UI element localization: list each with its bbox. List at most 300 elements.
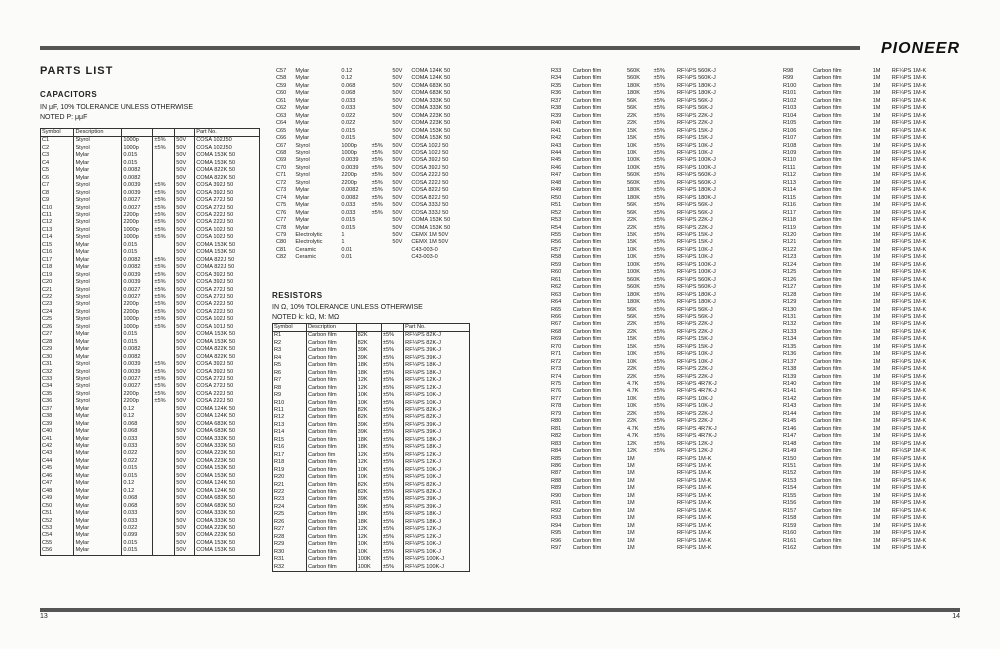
table-cell: C59 xyxy=(276,82,287,89)
table-cell: 18K xyxy=(356,511,381,518)
table-cell: R146 xyxy=(783,425,797,432)
table-cell: ±5% xyxy=(653,366,665,373)
table-cell: ±5% xyxy=(653,142,665,149)
table-cell: Carbon film xyxy=(812,284,842,291)
table-cell: RF¼PS 10K-J xyxy=(404,549,470,556)
table-cell: 50V xyxy=(392,194,403,201)
table-row xyxy=(550,202,750,209)
table-cell: R142 xyxy=(783,395,797,402)
table-cell: R41 xyxy=(551,127,562,134)
table-cell: 4.7K xyxy=(626,425,639,432)
table-cell: 0.0039 xyxy=(122,361,153,368)
table-cell: COSA 222J 50 xyxy=(195,391,260,398)
table-cell: 4.7K xyxy=(626,433,639,440)
table-row xyxy=(550,128,750,135)
table-row xyxy=(550,284,750,291)
table-cell: 50V xyxy=(175,413,195,420)
table-cell: R17 xyxy=(273,452,307,459)
table-row xyxy=(41,525,260,532)
table-cell: Styrol xyxy=(74,190,122,197)
table-cell xyxy=(653,493,676,500)
table-cell: R77 xyxy=(551,395,562,402)
table-cell: 50V xyxy=(175,510,195,517)
table-row xyxy=(550,195,750,202)
table-row xyxy=(550,344,750,351)
table-cell: 50V xyxy=(175,525,195,532)
table-cell: Mylar xyxy=(295,217,310,224)
table-cell: COSA 102J 50 xyxy=(195,316,260,323)
table-cell: Carbon film xyxy=(572,291,602,298)
table-cell: 2200p xyxy=(122,301,153,308)
table-cell: COSA 822J 50 xyxy=(411,187,449,194)
table-cell: C58 xyxy=(276,75,287,82)
table-cell: 1M xyxy=(872,395,881,402)
table-cell: R114 xyxy=(783,187,796,194)
table-cell: Mylar xyxy=(74,152,122,159)
table-cell: RF¼PS 10K-J xyxy=(676,142,713,149)
table-cell: 50V xyxy=(175,428,195,435)
table-row xyxy=(782,388,962,395)
table-cell: 0.033 xyxy=(122,443,153,450)
table-row xyxy=(41,249,260,256)
table-row xyxy=(782,90,962,97)
table-cell: COMA 683K 50 xyxy=(195,428,260,435)
table-cell: Mylar xyxy=(74,495,122,502)
table-cell: Carbon film xyxy=(812,321,842,328)
table-cell: Mylar xyxy=(74,413,122,420)
table-cell: RF¼PS 22K-J xyxy=(676,418,713,425)
table-cell: 12K xyxy=(356,452,381,459)
table-cell: Carbon film xyxy=(812,112,842,119)
table-cell: RF¼PS 18K-J xyxy=(404,444,470,451)
table-cell: RF¼PS 1M-K xyxy=(676,515,712,522)
table-row xyxy=(41,443,260,450)
table-row xyxy=(550,120,750,127)
table-cell: ±5% xyxy=(153,383,175,390)
table-row xyxy=(550,538,750,545)
table-cell: R57 xyxy=(551,246,562,253)
table-cell: Carbon film xyxy=(812,254,842,261)
table-cell xyxy=(371,75,392,82)
table-cell: RF¼PS 15K-J xyxy=(676,135,713,142)
table-cell: 1M xyxy=(872,68,881,74)
table-row xyxy=(275,180,475,187)
table-cell: 50V xyxy=(392,172,403,179)
table-cell: 1M xyxy=(872,261,881,268)
table-row xyxy=(782,202,962,209)
table-cell: C7 xyxy=(41,182,74,189)
table-cell: RF¼PS 1M-K xyxy=(891,328,927,335)
table-cell: R141 xyxy=(783,388,797,395)
table-cell: COMA 153K 50 xyxy=(195,152,260,159)
table-cell: R86 xyxy=(551,463,562,470)
table-cell: COSA 101J 50 xyxy=(195,324,260,331)
table-cell: 100K xyxy=(626,157,641,164)
table-cell: Carbon film xyxy=(812,202,842,209)
table-cell: ±5% xyxy=(653,328,665,335)
table-cell: RF¼PS 180K-J xyxy=(676,299,716,306)
table-cell: 1M xyxy=(872,194,881,201)
table-cell: Carbon film xyxy=(572,530,602,537)
table-cell: RF¼PS 15K-J xyxy=(676,343,713,350)
table-cell: RF¼PS 1M-K xyxy=(891,90,927,97)
table-cell: RF¼PS 1M-K xyxy=(891,276,927,283)
table-cell: RF¼PS 560K-J xyxy=(676,172,716,179)
table-cell: C75 xyxy=(276,202,287,209)
table-cell: Mylar xyxy=(74,167,122,174)
table-row xyxy=(273,407,470,414)
table-cell: 50V xyxy=(175,316,195,323)
table-row xyxy=(782,262,962,269)
table-cell: Carbon film xyxy=(812,149,842,156)
table-row xyxy=(275,225,475,232)
table-cell: 10K xyxy=(626,149,637,156)
table-cell: 39K xyxy=(356,429,381,436)
table-cell: ±5% xyxy=(153,361,175,368)
table-cell: R134 xyxy=(783,336,797,343)
table-row xyxy=(41,219,260,226)
table-row xyxy=(782,254,962,261)
table-row xyxy=(550,277,750,284)
table-cell: Carbon film xyxy=(572,358,602,365)
table-cell: 50V xyxy=(175,473,195,480)
table-cell: R148 xyxy=(783,440,797,447)
table-cell: RF¼PS 560K-J xyxy=(676,68,716,74)
table-cell: RF¼PS 1M-K xyxy=(891,313,927,320)
table-cell: RF¼PS 12K-J xyxy=(404,526,470,533)
table-cell: Carbon film xyxy=(572,179,602,186)
table-cell: ±5% xyxy=(653,291,665,298)
table-cell: R97 xyxy=(551,545,562,551)
table-row xyxy=(41,287,260,294)
table-cell: 50V xyxy=(175,376,195,383)
table-cell: 1M xyxy=(872,149,881,156)
table-cell: ±5% xyxy=(153,227,175,234)
table-cell: 1M xyxy=(872,142,881,149)
table-cell: Ceramic xyxy=(295,254,317,261)
table-row xyxy=(41,532,260,539)
table-cell: COMA 153K 50 xyxy=(411,217,451,224)
table-cell: 0.015 xyxy=(122,547,153,555)
table-cell xyxy=(653,530,676,537)
table-cell: Carbon film xyxy=(812,470,842,477)
table-cell: Carbon film xyxy=(307,437,357,444)
table-row xyxy=(273,511,470,518)
table-cell: Carbon film xyxy=(812,172,842,179)
table-row xyxy=(550,254,750,261)
table-cell: Mylar xyxy=(74,465,122,472)
table-cell: 0.0039 xyxy=(122,190,153,197)
table-cell: Carbon film xyxy=(307,392,357,399)
table-row xyxy=(550,321,750,328)
table-cell: 180K xyxy=(626,187,641,194)
table-cell: 0.022 xyxy=(122,450,153,457)
table-cell: R68 xyxy=(551,328,562,335)
table-cell: ±5% xyxy=(381,437,403,444)
table-cell: 0.12 xyxy=(122,488,153,495)
table-cell: Carbon film xyxy=(572,515,602,522)
table-cell: 1M xyxy=(626,537,635,544)
table-cell: 50V xyxy=(175,137,195,145)
table-cell: RF¼PS 1M-K xyxy=(676,485,712,492)
table-cell: RF¼PS 4R7K-J xyxy=(676,381,717,388)
table-cell xyxy=(153,339,175,346)
table-cell: COMA 153K 50 xyxy=(195,242,260,249)
table-cell: ±5% xyxy=(153,369,175,376)
table-cell: COMA 124K 50 xyxy=(411,75,451,82)
table-cell: 10K xyxy=(626,142,637,149)
table-cell: 1M xyxy=(872,82,881,89)
table-cell: 50V xyxy=(392,68,403,74)
table-cell: 1000p xyxy=(122,137,153,145)
table-row xyxy=(273,459,470,466)
table-cell: Mylar xyxy=(74,264,122,271)
table-cell: 0.0082 xyxy=(122,264,153,271)
table-cell: ±5% xyxy=(653,239,665,246)
table-cell: R18 xyxy=(273,459,307,466)
table-cell: ±5% xyxy=(153,205,175,212)
table-cell: 0.015 xyxy=(122,152,153,159)
table-cell: RF¼PS 18K-J xyxy=(404,519,470,526)
table-cell: 18K xyxy=(356,370,381,377)
table-cell: R119 xyxy=(783,224,796,231)
table-cell: COSA 333J 50 xyxy=(411,209,449,216)
table-cell: Carbon film xyxy=(812,127,842,134)
table-row xyxy=(41,227,260,234)
table-cell: R22 xyxy=(273,489,307,496)
table-row xyxy=(273,444,470,451)
table-cell: Carbon film xyxy=(572,343,602,350)
column-header: Description xyxy=(307,324,357,332)
table-cell: RF¼PS 1M-K xyxy=(891,485,927,492)
table-cell xyxy=(153,480,175,487)
table-row xyxy=(273,549,470,556)
table-cell: 0.015 xyxy=(122,465,153,472)
table-row xyxy=(550,433,750,440)
table-row xyxy=(782,307,962,314)
table-cell: ±5% xyxy=(653,231,665,238)
table-row xyxy=(273,422,470,429)
table-cell: R12 xyxy=(273,414,307,421)
table-cell: COMA 223K 50 xyxy=(411,112,451,119)
table-row xyxy=(275,172,475,179)
column-header: Symbol xyxy=(41,129,74,137)
table-cell: C44 xyxy=(41,458,74,465)
table-cell: Carbon film xyxy=(812,418,842,425)
table-row xyxy=(782,247,962,254)
table-cell xyxy=(653,500,676,507)
table-cell: 1M xyxy=(872,515,881,522)
table-cell: R26 xyxy=(273,519,307,526)
table-cell: ±5% xyxy=(381,452,403,459)
table-cell: C10 xyxy=(41,205,74,212)
table-cell: COSA 222J 50 xyxy=(195,212,260,219)
table-cell: Carbon film xyxy=(307,444,357,451)
table-cell: Carbon film xyxy=(307,564,357,572)
table-cell: ±5% xyxy=(371,179,383,186)
table-cell: Mylar xyxy=(74,160,122,167)
table-cell: Mylar xyxy=(74,242,122,249)
table-row xyxy=(782,381,962,388)
table-row xyxy=(550,239,750,246)
table-cell: Styrol xyxy=(74,137,122,145)
table-cell: C28 xyxy=(41,339,74,346)
table-cell: Mylar xyxy=(74,450,122,457)
table-cell: 2200p xyxy=(122,391,153,398)
table-cell: R56 xyxy=(551,239,562,246)
table-cell: 0.0039 xyxy=(122,272,153,279)
table-cell: COSA 102J50 xyxy=(195,137,260,145)
table-cell: 50V xyxy=(175,346,195,353)
table-cell: COSA 272J 50 xyxy=(195,197,260,204)
table-cell: 1M xyxy=(872,418,881,425)
table-cell: 180K xyxy=(626,90,641,97)
table-cell: RF¼PS 56K-J xyxy=(676,313,713,320)
table-cell: 2200p xyxy=(122,309,153,316)
table-cell: RF¼PS 82K-J xyxy=(404,407,470,414)
table-cell: 1M xyxy=(872,179,881,186)
table-cell: Carbon film xyxy=(812,187,842,194)
table-cell: RF¼PS 100K-J xyxy=(404,556,470,563)
table-cell: ±5% xyxy=(653,381,665,388)
table-cell: RF¼PS 100K-J xyxy=(676,269,716,276)
table-row xyxy=(275,195,475,202)
table-cell: R45 xyxy=(551,157,562,164)
table-cell: Styrol xyxy=(295,149,310,156)
table-row xyxy=(782,239,962,246)
table-cell: Carbon film xyxy=(812,500,842,507)
table-cell: 50V xyxy=(392,75,403,82)
table-cell: Carbon film xyxy=(572,149,602,156)
table-cell: ±5% xyxy=(381,362,403,369)
table-cell: 560K xyxy=(626,75,641,82)
table-cell: Carbon film xyxy=(307,511,357,518)
table-cell: Mylar xyxy=(295,68,310,74)
table-cell: R89 xyxy=(551,485,562,492)
table-row xyxy=(550,299,750,306)
table-cell: RF¼PS 12K-J xyxy=(676,440,713,447)
table-cell: R69 xyxy=(551,336,562,343)
table-cell: Mylar xyxy=(295,209,310,216)
table-cell: RF¼PS 1M-K xyxy=(891,515,927,522)
table-row xyxy=(782,403,962,410)
table-row xyxy=(782,120,962,127)
table-cell: ±5% xyxy=(653,105,665,112)
table-cell: C56 xyxy=(41,547,74,555)
table-cell: R121 xyxy=(783,239,797,246)
table-cell: ±5% xyxy=(653,351,665,358)
table-cell: R129 xyxy=(783,299,797,306)
table-cell: C72 xyxy=(276,179,287,186)
table-cell xyxy=(153,175,175,182)
table-cell: ±5% xyxy=(381,474,403,481)
table-cell: ±5% xyxy=(153,212,175,219)
table-cell: COMA 683K 50 xyxy=(411,90,451,97)
top-rule-right xyxy=(500,46,860,50)
table-cell: Mylar xyxy=(74,547,122,555)
table-cell: 0.022 xyxy=(341,112,356,119)
table-cell: 560K xyxy=(626,179,641,186)
table-row xyxy=(550,98,750,105)
table-cell: RF¼PS 56K-J xyxy=(676,97,713,104)
table-cell: ±5% xyxy=(653,179,665,186)
table-row xyxy=(41,316,260,323)
table-cell: Carbon film xyxy=(812,231,842,238)
table-cell: ±5% xyxy=(653,127,665,134)
table-cell: RF¼PS 39K-J xyxy=(404,496,470,503)
table-cell: 1M xyxy=(872,97,881,104)
table-cell: Mylar xyxy=(74,503,122,510)
table-row xyxy=(550,351,750,358)
table-cell: Carbon film xyxy=(572,231,602,238)
table-cell: RF¼PS 1M-K xyxy=(676,530,712,537)
table-cell: 50V xyxy=(392,202,403,209)
table-cell: 1000p xyxy=(122,227,153,234)
table-cell: RF¼PS 1M-K xyxy=(891,299,927,306)
table-cell: RF¼PS 10K-J xyxy=(404,474,470,481)
table-cell: Carbon film xyxy=(812,194,842,201)
table-cell: RF¼PS 1M-K xyxy=(891,492,927,499)
table-row xyxy=(782,426,962,433)
table-cell: Mylar xyxy=(74,331,122,338)
table-cell: COMA 153K 50 xyxy=(195,160,260,167)
table-cell: 1M xyxy=(872,127,881,134)
table-cell: 50V xyxy=(392,217,403,224)
table-row xyxy=(782,105,962,112)
table-cell: 50V xyxy=(175,480,195,487)
table-cell: RF¼PS 1M-K xyxy=(891,351,927,358)
table-row xyxy=(782,530,962,537)
table-cell: COMA 153K 50 xyxy=(195,331,260,338)
table-row xyxy=(41,518,260,525)
table-cell: R32 xyxy=(273,564,307,572)
table-row xyxy=(550,172,750,179)
table-cell: R36 xyxy=(551,90,562,97)
table-row xyxy=(273,541,470,548)
table-cell: RF¼PS 100K-J xyxy=(404,564,470,572)
table-cell: ±5% xyxy=(153,257,175,264)
table-cell: 1M xyxy=(872,425,881,432)
table-cell: Carbon film xyxy=(572,187,602,194)
table-cell: Carbon film xyxy=(572,545,602,551)
table-cell: RF¼PS 1M-K xyxy=(676,470,712,477)
table-cell: R42 xyxy=(551,135,562,142)
table-cell: R62 xyxy=(551,284,562,291)
table-row xyxy=(41,264,260,271)
table-row xyxy=(273,429,470,436)
table-cell: RF¼PS 10K-J xyxy=(676,395,713,402)
table-cell: 0.015 xyxy=(341,224,356,231)
table-row xyxy=(550,307,750,314)
table-cell: ±5% xyxy=(381,541,403,548)
table-cell: ±5% xyxy=(381,385,403,392)
table-cell xyxy=(371,90,392,97)
table-row xyxy=(41,354,260,361)
table-cell: RF¼PS 1M-K xyxy=(891,284,927,291)
table-cell: Carbon film xyxy=(307,541,357,548)
table-cell: 56K xyxy=(626,209,637,216)
table-cell: Styrol xyxy=(74,398,122,405)
table-cell: Carbon film xyxy=(307,549,357,556)
table-cell: Carbon film xyxy=(812,90,842,97)
table-cell: 180K xyxy=(626,299,641,306)
table-cell: 50V xyxy=(175,160,195,167)
table-cell: 50V xyxy=(175,279,195,286)
table-cell: R51 xyxy=(551,202,562,209)
table-cell: RF¼PS 1M-K xyxy=(676,463,712,470)
table-cell xyxy=(153,510,175,517)
table-cell: RF¼PS 12K-J xyxy=(404,452,470,459)
